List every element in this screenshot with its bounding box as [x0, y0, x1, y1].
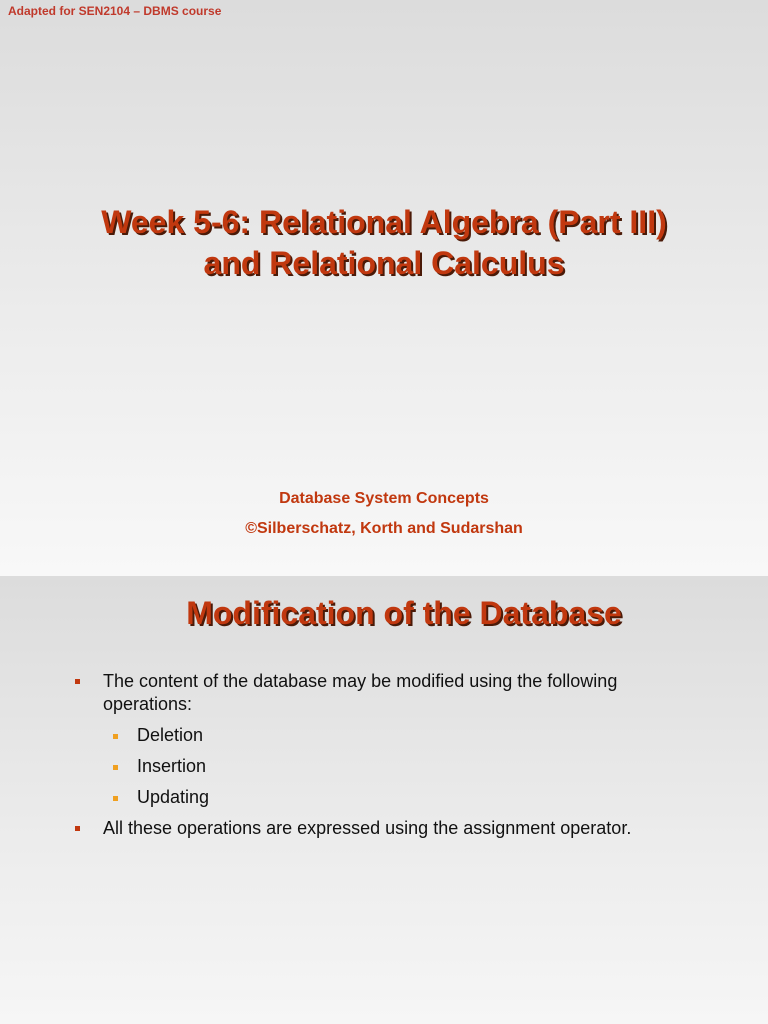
sub-bullet-text: Insertion [137, 756, 207, 776]
square-bullet-icon [113, 765, 118, 770]
slide-title-line-2: and Relational Calculus [203, 245, 565, 281]
slide-credits [0, 484, 768, 544]
slide-title [0, 202, 768, 284]
bullet-text: All these operations are expressed using the assignment operator. [103, 818, 632, 838]
book-title: Database System Concepts [279, 490, 489, 507]
sub-bullet-text: Updating [137, 787, 210, 807]
square-bullet-icon [113, 796, 118, 801]
sub-bullet-item [0, 755, 768, 778]
square-bullet-icon [75, 826, 80, 831]
bullet-item [0, 670, 768, 716]
book-authors: ©Silberschatz, Korth and Sudarshan [245, 520, 523, 537]
bullet-item [0, 817, 768, 840]
bullet-text: The content of the database may be modified using the following operations: [103, 671, 618, 714]
sub-bullet-item [0, 724, 768, 747]
course-header-note: Adapted for SEN2104 – DBMS course [8, 4, 222, 18]
sub-bullet-text: Deletion [137, 725, 204, 745]
slide-title-line-1: Week 5-6: Relational Algebra (Part III) [101, 204, 667, 240]
sub-bullet-item [0, 786, 768, 809]
square-bullet-icon [75, 679, 80, 684]
square-bullet-icon [113, 734, 118, 739]
content-slide-title: Modification of the Database [186, 595, 622, 631]
bullet-list [0, 670, 768, 848]
content-slide [0, 576, 768, 1024]
